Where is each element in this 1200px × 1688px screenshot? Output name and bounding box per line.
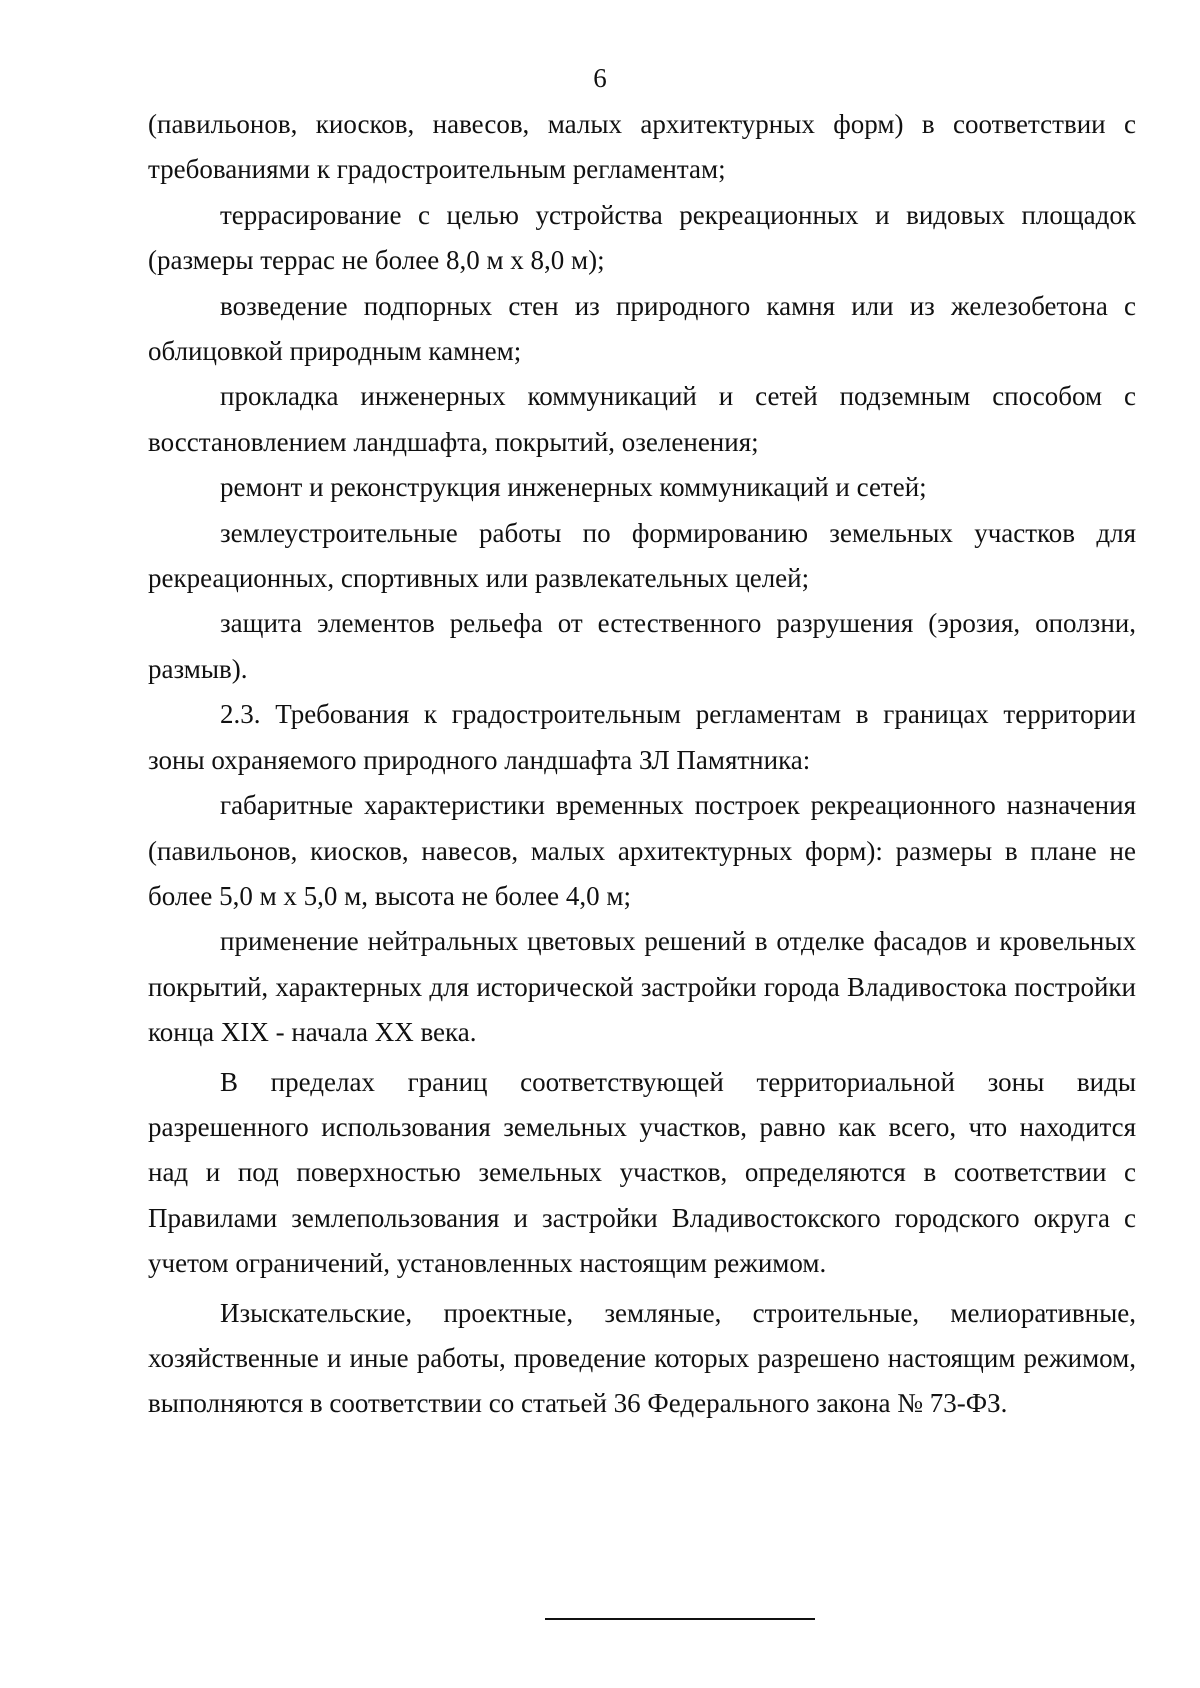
page-number: 6: [593, 63, 607, 93]
paragraph-retaining-walls: возведение подпорных стен из природного камня или из железобетона с облицовкой природным камнем;: [148, 290, 1136, 367]
paragraph-permitted-use: В пределах границ соответствующей территориальной зоны виды разрешенного использования земельных участков, равно как всего, что находится над и под поверхностью земельных участков, определяются в соответствии с Правилами землепользования и застройки Владивостокского городского округа с учетом ограничений, установленных настоящим режимом.: [148, 1066, 1136, 1279]
paragraph-utilities-laying: прокладка инженерных коммуникаций и сетей подземным способом с восстановлением ландшафта, покрытий, озеленения;: [148, 381, 1136, 457]
paragraph-dimensions: габаритные характеристики временных построек рекреационного назначения (павильонов, киосков, навесов, малых архитектурных форм): размеры в плане не более 5,0 м x 5,0 м, высота не более 4,0 м;: [148, 790, 1136, 911]
paragraph-section-2-3: 2.3. Требования к градостроительным регламентам в границах территории зоны охраняемого природного ландшафта ЗЛ Памятника:: [148, 699, 1136, 775]
paragraph-color-solutions: применение нейтральных цветовых решений в отделке фасадов и кровельных покрытий, характерных для исторической застройки города Владивостока постройки конца XIX - начала XX века.: [148, 926, 1136, 1048]
paragraph-land-works: землеустроительные работы по формированию земельных участков для рекреационных, спортивных или развлекательных целей;: [148, 517, 1136, 594]
paragraph-relief-protection: защита элементов рельефа от естественного разрушения (эрозия, оползни, размыв).: [148, 608, 1136, 684]
closing-divider: [545, 1618, 815, 1620]
paragraph-terracing: террасирование с целью устройства рекреационных и видовых площадок (размеры террас не более 8,0 м x 8,0 м);: [148, 199, 1136, 276]
paragraph-utilities-repair: ремонт и реконструкция инженерных коммуникаций и сетей;: [220, 472, 927, 503]
document-body: [148, 102, 1136, 1427]
paragraph-continuation: (павильонов, киосков, навесов, малых архитектурных форм) в соответствии с требованиями к градостроительным регламентам;: [148, 109, 1136, 185]
paragraph-works: Изыскательские, проектные, земляные, строительные, мелиоративные, хозяйственные и иные работы, проведение которых разрешено настоящим режимом, выполняются в соответствии со статьей 36 Федерального закона № 73-ФЗ.: [148, 1297, 1136, 1419]
